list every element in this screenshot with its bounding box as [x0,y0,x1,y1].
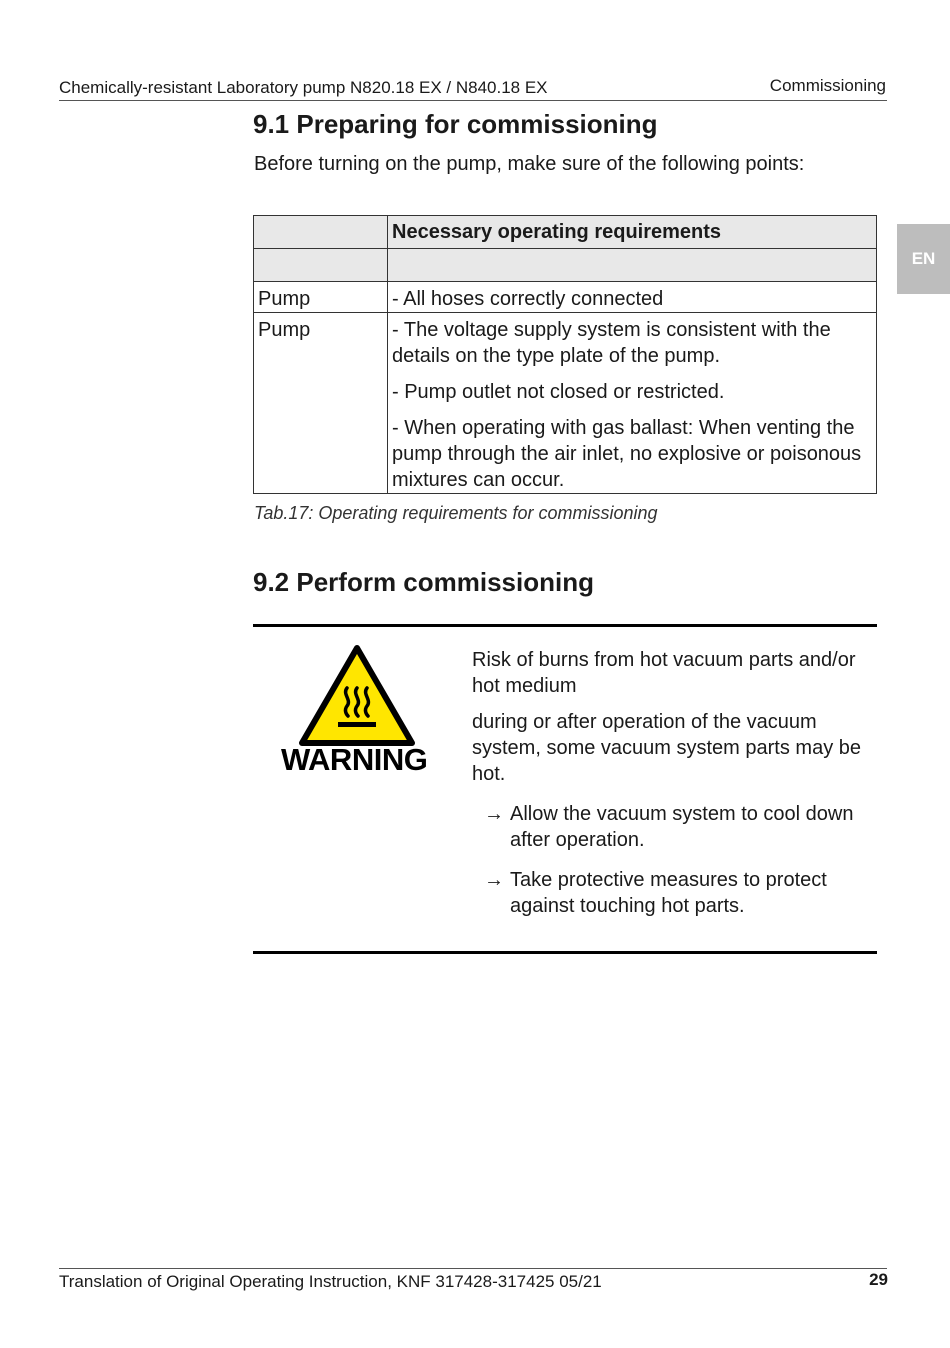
section-9-1-title: 9.1 Preparing for commissioning [253,109,658,139]
warning-heading: Risk of burns from hot vacuum parts and/or hot medium [472,649,856,697]
hot-surface-plate [338,722,376,727]
footer-document-reference: Translation of Original Operating Instruction, KNF 317428-317425 05/21 [59,1272,602,1291]
table-spacer-cell [254,249,388,282]
table-caption: Tab.17: Operating requirements for commissioning [254,503,658,523]
table-header-cell-component [254,216,388,249]
footer-divider [59,1268,887,1269]
warning-description: during or after operation of the vacuum system, some vacuum system parts may be hot. [472,711,862,785]
table-spacer-row [254,249,877,282]
arrow-right-icon: → [484,803,504,825]
warning-bottom-rule [253,951,877,954]
warning-signal-word: WARNING [281,742,428,777]
table-cell-component: Pump [254,282,388,313]
arrow-right-icon: → [484,869,504,891]
header-chapter-title: Commissioning [769,76,886,95]
warning-top-rule [253,624,877,627]
table-cell-requirements [388,282,877,313]
header-divider [59,100,887,101]
language-tab[interactable]: EN [897,224,950,294]
requirements-table [253,215,877,494]
requirement-item: - Pump outlet not closed or restricted. [392,381,725,403]
requirement-item: - All hoses correctly connected [392,288,664,310]
warning-step [484,867,872,919]
table-row [254,313,877,494]
table-header-cell-requirements: Necessary operating requirements [388,216,877,249]
requirement-item: - The voltage supply system is consistent with the details on the type plate of the pump. [392,319,831,367]
hot-surface-warning-icon [298,644,416,747]
table-cell-component: Pump [254,313,388,494]
warning-step [484,801,872,853]
warning-message [472,647,872,919]
table-row [254,282,877,313]
table-cell-requirements [388,313,877,494]
table-spacer-cell [388,249,877,282]
page-number: 29 [869,1270,888,1289]
warning-step-text: Take protective measures to protect against touching hot parts. [510,869,827,917]
section-9-1-intro: Before turning on the pump, make sure of the following points: [254,153,805,175]
table-header-row [254,216,877,249]
warning-step-text: Allow the vacuum system to cool down after operation. [510,803,854,851]
section-9-2-title: 9.2 Perform commissioning [253,567,594,597]
header-document-title: Chemically-resistant Laboratory pump N820.18 EX / N840.18 EX [59,78,548,97]
requirement-item: - When operating with gas ballast: When venting the pump through the air inlet, no explosive or poisonous mixtures can occur. [392,417,862,491]
